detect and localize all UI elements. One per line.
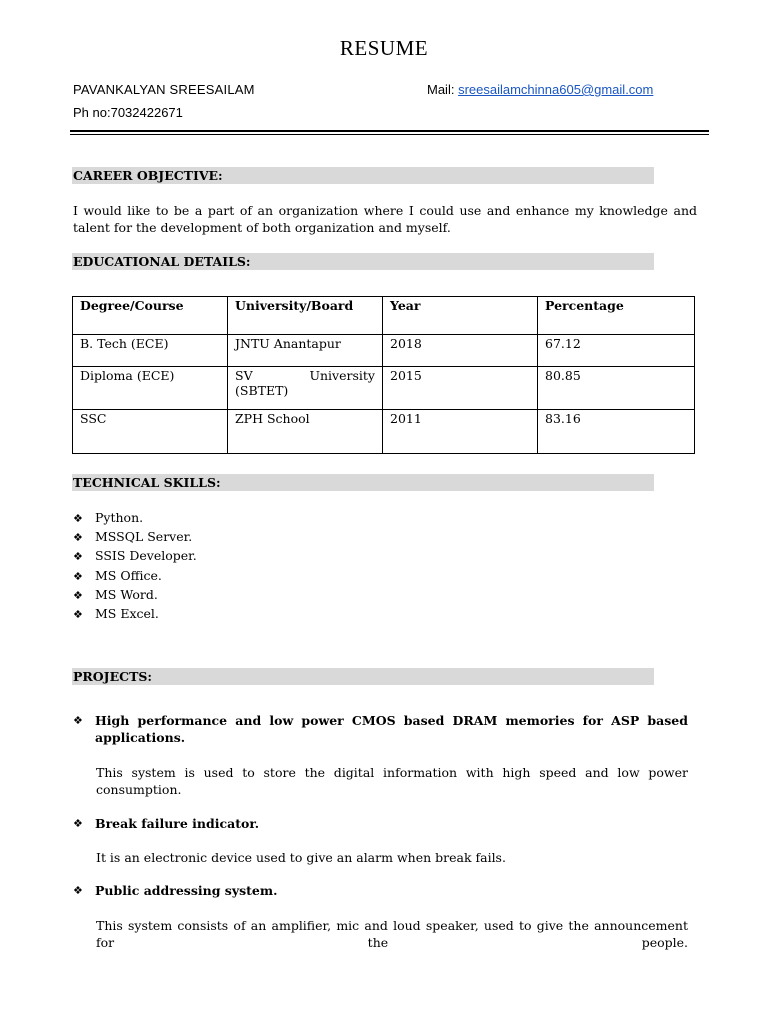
project-title: ❖ Public addressing system.	[73, 883, 278, 898]
diamond-bullet-icon: ❖	[73, 607, 83, 621]
list-item: ❖ MS Excel.	[73, 604, 197, 623]
table-cell: SSC	[73, 410, 228, 454]
table-cell: Diploma (ECE)	[73, 367, 228, 410]
table-cell: 2015	[383, 367, 538, 410]
table-cell: 2018	[383, 335, 538, 367]
project-title: ❖ Break failure indicator.	[73, 816, 260, 831]
list-item: ❖ MSSQL Server.	[73, 527, 197, 546]
skills-list	[73, 508, 197, 623]
career-text: I would like to be a part of an organization where I could use and enhance my knowledge and talent for the development of both organization and myself.	[73, 203, 697, 235]
table-row	[73, 367, 695, 410]
project-description: This system consists of an amplifier, mic and loud speaker, used to give the announcement for the people.	[96, 918, 688, 950]
project-title: ❖ High performance and low power CMOS based DRAM memories for ASP based applications.	[73, 713, 688, 745]
table-cell: 80.85	[538, 367, 695, 410]
diamond-bullet-icon: ❖	[73, 588, 83, 602]
table-header-row	[73, 297, 695, 335]
mail-label: Mail:	[427, 82, 455, 97]
education-heading: EDUCATIONAL DETAILS:	[72, 253, 654, 270]
diamond-bullet-icon: ❖	[73, 531, 83, 545]
list-item: ❖ MS Office.	[73, 566, 197, 585]
table-row	[73, 335, 695, 367]
diamond-bullet-icon: ❖	[73, 512, 83, 525]
diamond-bullet-icon: ❖	[73, 550, 83, 564]
project-description: This system is used to store the digital information with high speed and low power consumption.	[96, 765, 688, 797]
list-item: ❖ MS Word.	[73, 585, 197, 604]
candidate-name: PAVANKALYAN SREESAILAM	[73, 82, 255, 97]
page-title: RESUME	[339, 36, 429, 60]
diamond-bullet-icon: ❖	[73, 714, 83, 727]
table-cell: B. Tech (ECE)	[73, 335, 228, 367]
table-cell: JNTU Anantapur	[228, 335, 383, 367]
column-header: Percentage	[538, 297, 695, 335]
column-header: Degree/Course	[73, 297, 228, 335]
diamond-bullet-icon: ❖	[73, 884, 83, 897]
table-cell: 83.16	[538, 410, 695, 454]
column-header: University/Board	[228, 297, 383, 335]
list-item: ❖ Python.	[73, 508, 197, 527]
header-divider-thin	[70, 134, 709, 135]
table-cell: SV University (SBTET)	[228, 367, 383, 410]
list-item: ❖ SSIS Developer.	[73, 546, 197, 565]
table-cell: ZPH School	[228, 410, 383, 454]
skills-heading: TECHNICAL SKILLS:	[72, 474, 654, 491]
column-header: Year	[383, 297, 538, 335]
diamond-bullet-icon: ❖	[73, 817, 83, 830]
diamond-bullet-icon: ❖	[73, 569, 83, 583]
education-table	[72, 296, 695, 454]
header-divider	[70, 130, 709, 132]
table-row	[73, 410, 695, 454]
projects-heading: PROJECTS:	[72, 668, 654, 685]
table-cell: 67.12	[538, 335, 695, 367]
table-cell: 2011	[383, 410, 538, 454]
phone-number: Ph no:7032422671	[73, 105, 183, 120]
career-heading: CAREER OBJECTIVE:	[72, 167, 654, 184]
email-link[interactable]: sreesailamchinna605@gmail.com	[458, 82, 654, 97]
email-line	[427, 82, 653, 97]
project-description: It is an electronic device used to give an alarm when break fails.	[96, 850, 506, 865]
